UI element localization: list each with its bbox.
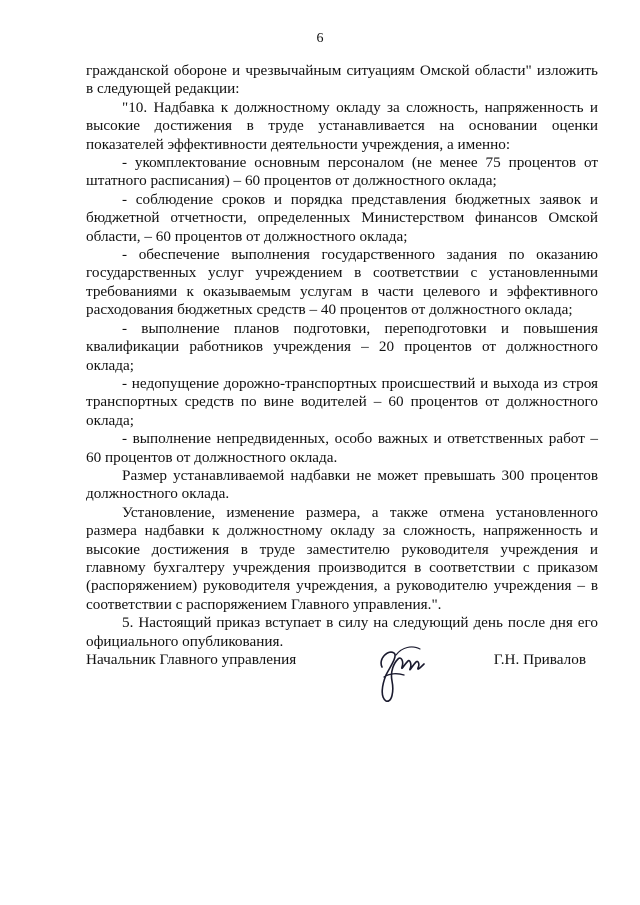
paragraph-effective-date: 5. Настоящий приказ вступает в силу на следующий день после дня его официального опубликования.: [86, 614, 598, 650]
list-item-state-assignment: - обеспечение выполнения государственного задания по оказанию государственных услуг учреждением в соответствии с установленными требованиями к оказываемым услугам в части целевого и эффективного расходования бюджетных средств – 40 процентов от должностного оклада;: [86, 246, 598, 319]
list-item-training: - выполнение планов подготовки, переподготовки и повышения квалификации работников учреждения – 20 процентов от должностного оклада;: [86, 319, 598, 374]
paragraph-max-bonus: Размер устанавливаемой надбавки не может превышать 300 процентов должностного оклада.: [86, 466, 598, 503]
document-body: [86, 62, 598, 651]
list-item-road-safety: - недопущение дорожно-транспортных происшествий и выхода из строя транспортных средств по вине водителей – 60 процентов от должностного оклада;: [86, 374, 598, 429]
handwritten-signature: [368, 637, 432, 707]
paragraph-bonus-procedure: Установление, изменение размера, а также отмена установленного размера надбавки к должностному окладу за сложность, напряженность и высокие достижения в труде заместителю руководителя учреждения и главному бухгалтеру учреждения производится в соответствии с приказом (распоряжением) руководителя учреждения, а руководителю учреждения – в соответствии с распоряжением Главного управления.".: [86, 503, 598, 613]
signatory-name: Г.Н. Привалов: [493, 651, 586, 668]
list-item-budget-reporting: - соблюдение сроков и порядка представления бюджетных заявок и бюджетной отчетности, определенных Министерством финансов Омской области, – 60 процентов от должностного оклада;: [86, 190, 598, 245]
list-item-staffing: - укомплектование основным персоналом (не менее 75 процентов от штатного расписания) – 60 процентов от должностного оклада;: [86, 154, 598, 190]
list-item-urgent-work: - выполнение непредвиденных, особо важных и ответственных работ – 60 процентов от должностного оклада.: [86, 430, 598, 466]
paragraph-intro-continuation: гражданской обороне и чрезвычайным ситуациям Омской области" изложить в следующей редакции:: [86, 62, 598, 98]
signature-block: [86, 645, 598, 715]
signatory-title: Начальник Главного управления: [86, 651, 297, 668]
page-number: 6: [316, 31, 324, 46]
paragraph-clause-10: "10. Надбавка к должностному окладу за сложность, напряженность и высокие достижения в труде устанавливается на основании оценки показателей эффективности деятельности учреждения, а именно:: [86, 98, 598, 153]
